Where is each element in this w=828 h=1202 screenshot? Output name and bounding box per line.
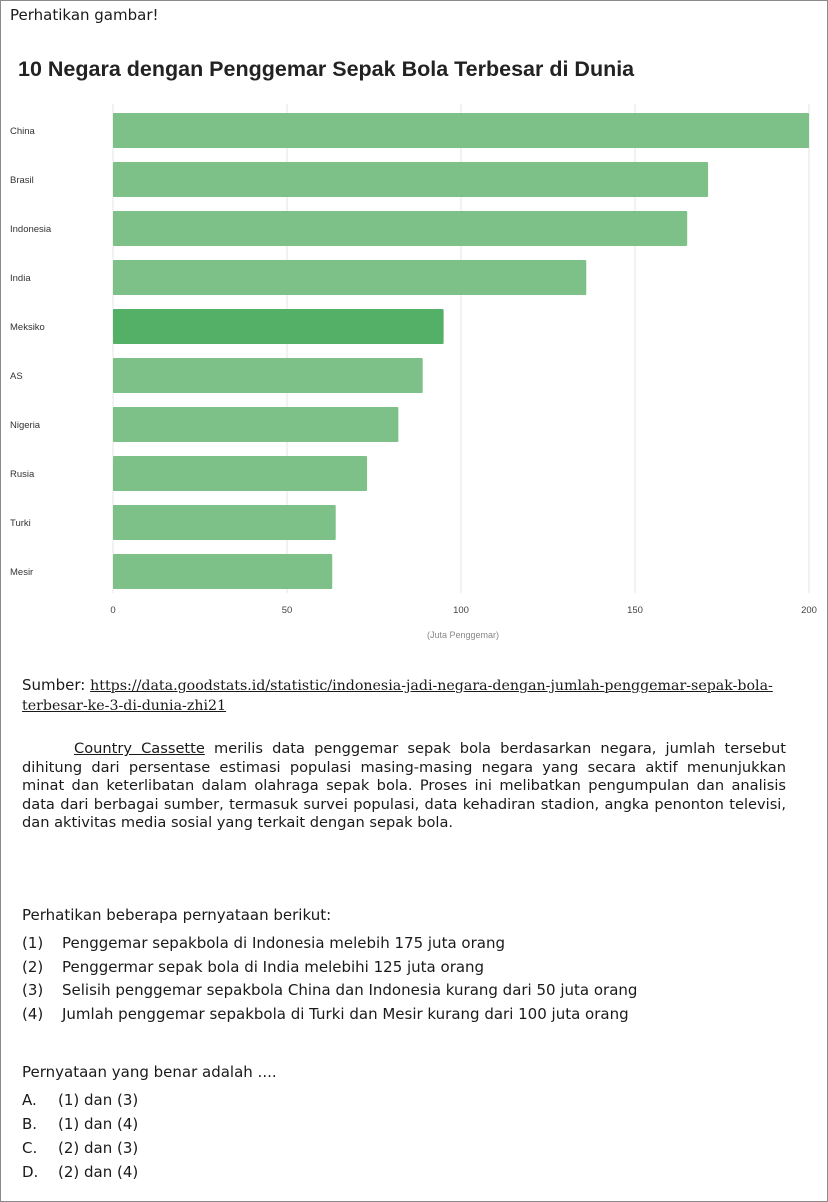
x-tick-label: 50 xyxy=(281,605,293,616)
statement-text: Penggemar sepakbola di Indonesia melebih 175 juta orang xyxy=(62,934,505,952)
x-tick-label: 200 xyxy=(801,605,817,616)
statement-number: (3) xyxy=(22,981,44,999)
bar-indonesia xyxy=(113,211,687,246)
source-label: Sumber: xyxy=(22,676,86,694)
statement-item xyxy=(22,1003,637,1027)
option-letter: C. xyxy=(22,1139,38,1157)
statement-text: Penggermar sepak bola di India melebihi 125 juta orang xyxy=(62,957,485,976)
statement-number: (1) xyxy=(22,934,44,952)
x-tick-label: 100 xyxy=(453,605,469,616)
category-label: China xyxy=(10,126,35,137)
statement-item xyxy=(22,979,637,1003)
x-tick-label: 150 xyxy=(627,605,643,616)
option-a[interactable] xyxy=(22,1088,138,1112)
x-axis-label: (Juta Penggemar) xyxy=(426,630,500,640)
statement-item xyxy=(22,956,637,980)
bar-meksiko xyxy=(113,309,444,344)
statement-text: Selisih penggemar sepakbola China dan Indonesia kurang dari 50 juta orang xyxy=(62,981,638,999)
category-label: Mesir xyxy=(10,567,34,578)
option-letter: A. xyxy=(22,1091,37,1109)
bar-rusia xyxy=(113,456,367,491)
statement-list xyxy=(22,932,637,1026)
x-tick-labels xyxy=(110,605,817,616)
statements-intro: Perhatikan beberapa pernyataan berikut: xyxy=(22,906,332,924)
source-citation xyxy=(22,676,812,716)
category-label: India xyxy=(10,273,31,284)
bar-chart xyxy=(0,100,828,660)
answer-options xyxy=(22,1088,138,1184)
category-label: Rusia xyxy=(10,469,35,480)
option-b[interactable] xyxy=(22,1112,138,1136)
category-label: Nigeria xyxy=(10,420,41,431)
brand-name: Country Cassette xyxy=(74,740,205,757)
statement-text: Jumlah penggemar sepakbola di Turki dan Mesir kurang dari 100 juta orang xyxy=(62,1004,629,1023)
category-label: Meksiko xyxy=(10,322,45,333)
statement-number: (2) xyxy=(22,957,44,976)
category-labels xyxy=(10,126,52,578)
category-label: AS xyxy=(10,371,23,382)
x-tick-label: 0 xyxy=(110,605,116,616)
option-c[interactable] xyxy=(22,1136,138,1160)
bar-china xyxy=(113,113,809,148)
paragraph-text: merilis data penggemar sepak bola berdasarkan negara, jumlah tersebut dihitung dari persentase estimasi populasi masing-masing negara yang secara aktif menunjukkan minat dan keterlibatan dalam olahraga sepak bola. Proses ini melibatkan pengumpulan dan analisis data dari berbagai sumber, termasuk survei populasi, data kehadiran stadion, angka penonton televisi, dan aktivitas media sosial yang terkait dengan sepak bola. xyxy=(22,740,786,832)
description-paragraph xyxy=(22,740,786,833)
bar-brasil xyxy=(113,162,708,197)
bar-india xyxy=(113,260,586,295)
chart-title: 10 Negara dengan Penggemar Sepak Bola Terbesar di Dunia xyxy=(18,57,635,81)
intro-text: Perhatikan gambar! xyxy=(10,6,159,24)
bar-as xyxy=(113,358,423,393)
bar-turki xyxy=(113,505,336,540)
statement-item xyxy=(22,932,637,956)
statement-number: (4) xyxy=(22,1004,44,1023)
option-d[interactable] xyxy=(22,1160,138,1184)
option-text: (1) dan (4) xyxy=(58,1115,139,1133)
option-text: (1) dan (3) xyxy=(58,1091,139,1109)
question-text: Pernyataan yang benar adalah .... xyxy=(22,1063,277,1081)
category-label: Turki xyxy=(10,518,31,529)
bar-nigeria xyxy=(113,407,398,442)
option-letter: B. xyxy=(22,1115,38,1133)
source-link[interactable]: https://data.goodstats.id/statistic/indonesia-jadi-negara-dengan-jumlah-penggemar-sepak-bola-terbesar-ke-3-di-dunia-zhi21 xyxy=(22,678,773,714)
option-letter: D. xyxy=(22,1163,39,1181)
option-text: (2) dan (3) xyxy=(58,1139,139,1157)
bar-mesir xyxy=(113,554,332,589)
option-text: (2) dan (4) xyxy=(58,1163,139,1181)
category-label: Brasil xyxy=(10,175,34,186)
category-label: Indonesia xyxy=(10,224,52,235)
